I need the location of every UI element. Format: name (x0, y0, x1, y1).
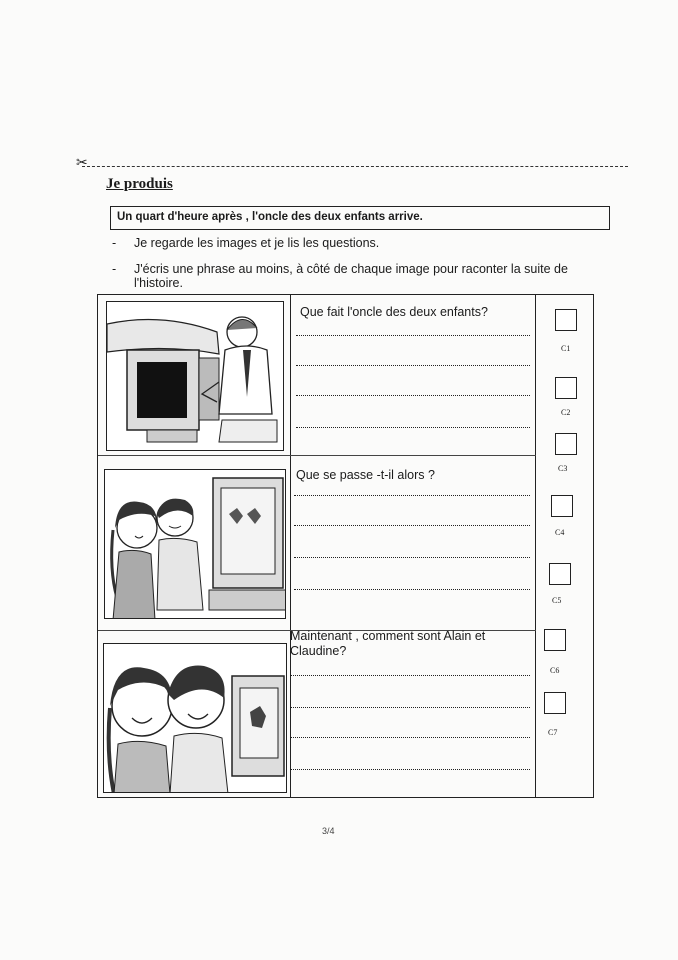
answer-line[interactable] (294, 525, 530, 526)
score-box-c4[interactable] (551, 495, 573, 517)
answer-line[interactable] (296, 427, 530, 428)
cut-line (82, 166, 628, 167)
instruction-bullet: - (112, 262, 117, 276)
score-box-c1[interactable] (555, 309, 577, 331)
answer-line[interactable] (290, 737, 530, 738)
section-title: Je produis (106, 176, 173, 192)
criterion-label: C2 (561, 408, 571, 417)
score-box-c6[interactable] (544, 629, 566, 651)
answer-line[interactable] (296, 365, 530, 366)
answer-line[interactable] (296, 395, 530, 396)
criterion-label: C1 (561, 344, 571, 353)
answer-line[interactable] (290, 675, 530, 676)
children-closeup-illustration (103, 643, 287, 793)
page-number: 3/4 (322, 826, 335, 836)
score-box-c5[interactable] (549, 563, 571, 585)
answer-line[interactable] (296, 335, 530, 336)
column-divider (535, 295, 536, 797)
criterion-label: C7 (548, 728, 558, 737)
answer-line[interactable] (290, 707, 530, 708)
criterion-label: C4 (555, 528, 565, 537)
instruction-text: J'écris une phrase au moins, à côté de chaque image pour raconter la suite de l'histoire. (134, 262, 568, 290)
row-divider (98, 455, 536, 456)
criterion-label: C3 (558, 464, 568, 473)
score-box-c2[interactable] (555, 377, 577, 399)
answer-line[interactable] (290, 769, 530, 770)
score-box-c7[interactable] (544, 692, 566, 714)
criterion-label: C5 (552, 596, 562, 605)
children-at-computer-illustration (104, 469, 286, 619)
worksheet-table (97, 294, 594, 798)
answer-line[interactable] (294, 589, 530, 590)
question-2: Que se passe -t-il alors ? (296, 468, 435, 482)
scissors-icon: ✂ (76, 154, 88, 170)
man-at-computer-illustration (106, 301, 284, 451)
score-box-c3[interactable] (555, 433, 577, 455)
story-prompt-box (110, 206, 610, 230)
instruction-text: Je regarde les images et je lis les questions. (134, 236, 380, 250)
answer-line[interactable] (294, 495, 530, 496)
column-divider (290, 295, 291, 797)
criterion-label: C6 (550, 666, 560, 675)
question-3: Maintenant , comment sont Alain et Claudine? (290, 629, 486, 658)
instruction-bullet: - (112, 236, 117, 250)
question-1: Que fait l'oncle des deux enfants? (300, 305, 488, 319)
story-prompt: Un quart d'heure après , l'oncle des deux enfants arrive. (117, 211, 423, 223)
answer-line[interactable] (294, 557, 530, 558)
